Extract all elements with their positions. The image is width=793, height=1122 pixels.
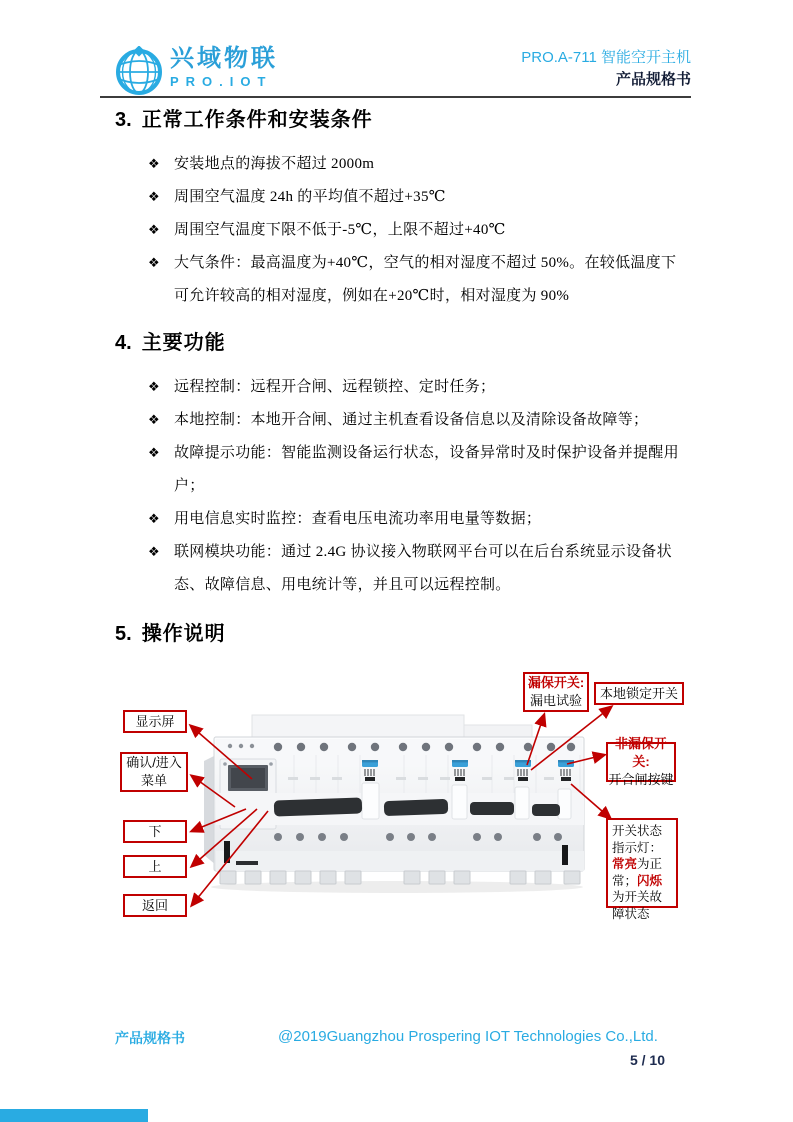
section-4-list	[115, 371, 691, 602]
callout-text: 开关状态指示灯：	[612, 824, 663, 855]
section-4-title: 主要功能	[141, 332, 226, 354]
diamond-bullet-icon: ❖	[148, 380, 160, 395]
diamond-bullet-icon: ❖	[148, 413, 160, 428]
list-item	[148, 503, 691, 536]
page-number: 5 / 10	[629, 1052, 665, 1068]
callout-text: 显示屏	[135, 713, 175, 729]
footer-doc-type: 产品规格书	[115, 1030, 185, 1046]
callout-display-screen	[123, 710, 187, 733]
callout-text: 本地锁定开关	[599, 685, 678, 701]
callout-local-lock-switch	[594, 682, 684, 705]
logo-text	[170, 46, 278, 89]
diamond-bullet-icon: ❖	[148, 512, 160, 527]
left-clip-slot	[224, 841, 230, 863]
callout-text: 菜单	[140, 773, 167, 788]
diamond-bullet-icon: ❖	[148, 256, 160, 271]
list-item	[148, 214, 691, 247]
callout-back-button	[123, 894, 187, 917]
list-item	[148, 437, 691, 503]
section-5-title: 操作说明	[141, 623, 226, 645]
toggle-handle	[532, 804, 560, 816]
list-item-text: 大气条件：最高温度为+40℃，空气的相对湿度不超过 50%。在较低温度下可允许较高的相对湿度，例如在+20℃时，相对湿度为 90%	[174, 255, 677, 304]
diamond-bullet-icon: ❖	[148, 157, 160, 172]
callout-text: 漏电试验	[529, 693, 582, 708]
callout-status-text	[612, 823, 672, 922]
callout-text-red: 常亮	[612, 857, 638, 871]
logo-company-name: 兴域物联	[170, 45, 278, 72]
list-item-text: 周围空气温度下限不低于-5℃，上限不超过+40℃	[174, 222, 506, 238]
toggle-handle	[384, 799, 448, 816]
callout-text: 确认/进入	[126, 755, 182, 770]
operation-diagram	[115, 668, 793, 930]
callout-text: 上	[148, 858, 162, 874]
list-item	[148, 371, 691, 404]
device-illustration	[200, 713, 595, 898]
display-screen-glass	[231, 768, 265, 788]
section-4-heading	[115, 329, 691, 357]
list-item	[148, 536, 691, 602]
callout-up-button	[123, 855, 187, 878]
callout-text: 下	[148, 823, 162, 839]
section-4-number: 4.	[115, 332, 132, 354]
document-body	[115, 106, 691, 662]
toggle-handle	[274, 797, 363, 816]
diamond-bullet-icon: ❖	[148, 545, 160, 560]
callout-text: 为开关故障状态	[612, 890, 663, 921]
section-3-title: 正常工作条件和安装条件	[141, 109, 373, 131]
callout-down-button	[123, 820, 187, 843]
list-item-text: 用电信息实时监控：查看电压电流功率用电量等数据；	[174, 511, 542, 527]
logo-subtitle: PRO.IOT	[170, 74, 273, 89]
callout-confirm-menu	[120, 752, 188, 792]
footer-accent-bar	[0, 1109, 148, 1122]
device-bottom-skirt	[216, 851, 584, 871]
section-3-list	[115, 148, 691, 313]
company-logo	[114, 46, 278, 96]
callout-leakage-switch	[523, 672, 589, 712]
product-title: PRO.A-711 智能空开主机	[521, 49, 691, 66]
callout-status-indicator	[606, 818, 678, 921]
list-item-text: 本地控制：本地开合闸、通过主机查看设备信息以及清除设备故障等；	[174, 412, 649, 428]
list-item-text: 安装地点的海拔不超过 2000m	[174, 156, 375, 172]
globe-logo-icon	[114, 46, 164, 96]
diamond-bullet-icon: ❖	[148, 223, 160, 238]
list-item	[148, 247, 691, 313]
callout-text: 开合闸按键	[608, 772, 674, 787]
list-item-text: 远程控制：远程开合闸、远程锁控、定时任务；	[174, 379, 496, 395]
list-item	[148, 181, 691, 214]
list-item-text: 联网模块功能：通过 2.4G 协议接入物联网平台可以在后台系统显示设备状态、故障信息、用电统计等，并且可以远程控制。	[174, 544, 672, 593]
list-item	[148, 404, 691, 437]
toggle-handle	[470, 802, 514, 815]
section-3-heading	[115, 106, 691, 134]
list-item-text: 周围空气温度 24h 的平均值不超过+35℃	[174, 189, 446, 205]
page-header	[100, 44, 691, 100]
right-clip-slot	[562, 845, 568, 865]
header-divider	[100, 96, 691, 98]
callout-text: 为正常；	[612, 857, 663, 888]
section-3-number: 3.	[115, 109, 132, 131]
header-titles	[521, 48, 691, 92]
diamond-bullet-icon: ❖	[148, 446, 160, 461]
callout-text: 返回	[141, 897, 168, 913]
label-slot	[236, 861, 258, 865]
callout-non-leakage-switch	[606, 736, 676, 787]
list-item	[148, 148, 691, 181]
device-shadow	[211, 881, 583, 893]
callout-text-red: 漏保开关:	[527, 675, 585, 690]
section-5-heading	[115, 620, 691, 648]
section-5-number: 5.	[115, 623, 132, 645]
diamond-bullet-icon: ❖	[148, 190, 160, 205]
footer-copyright: @2019Guangzhou Prospering IOT Technologies Co.,Ltd.	[278, 1028, 658, 1045]
document-type-label: 产品规格书	[615, 71, 691, 88]
callout-text-red: 非漏保开关:	[614, 736, 667, 769]
callout-text-red: 闪烁	[637, 873, 663, 888]
list-item-text: 故障提示功能：智能监测设备运行状态，设备异常时及时保护设备并提醒用户；	[174, 445, 679, 494]
